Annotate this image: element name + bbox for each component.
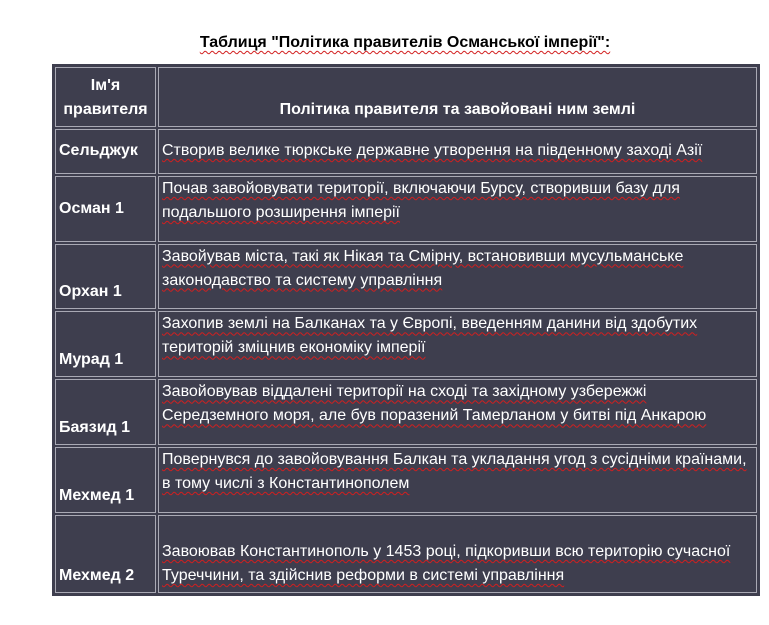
ruler-policy-cell: Завойовував віддалені території на сході та західному узбережжі Середземного моря, але був поразений Тамерланом у битві під Анкарою xyxy=(158,379,757,445)
document-title xyxy=(0,34,769,52)
document-title-text: Таблиця "Політика правителів Османської імперії": xyxy=(199,34,611,51)
table-header-row xyxy=(55,67,757,127)
ruler-name-cell: Мехмед 2 xyxy=(55,515,156,593)
header-policy: Політика правителя та завойовані ним землі xyxy=(158,67,757,127)
ruler-policy-cell: Захопив землі на Балканах та у Європі, введенням данини від здобутих територій зміцнив економіку імперії xyxy=(158,311,757,377)
ruler-name-cell: Сельджук xyxy=(55,129,156,174)
ruler-policy-cell: Завойував міста, такі як Нікая та Смірну, встановивши мусульманське законодавство та систему управління xyxy=(158,244,757,310)
ruler-policy-cell: Повернувся до завойовування Балкан та укладання угод з сусідніми країнами, в тому числі з Константинополем xyxy=(158,447,757,513)
table-row xyxy=(55,515,757,593)
table-row xyxy=(55,447,757,513)
table-row xyxy=(55,129,757,174)
table-row xyxy=(55,176,757,242)
rulers-table-container xyxy=(52,64,760,596)
table-row xyxy=(55,244,757,310)
ruler-policy-cell: Почав завойовувати території, включаючи Бурсу, створивши базу для подальшого розширення імперії xyxy=(158,176,757,242)
ruler-policy-cell: Завоював Константинополь у 1453 році, підкоривши всю територію сучасної Туреччини, та здійснив реформи в системі управління xyxy=(158,515,757,593)
ruler-policy-cell: Створив велике тюркське державне утворення на південному заході Азії xyxy=(158,129,757,174)
ruler-name-cell: Баязид 1 xyxy=(55,379,156,445)
ruler-name-cell: Мурад 1 xyxy=(55,311,156,377)
ruler-name-cell: Мехмед 1 xyxy=(55,447,156,513)
ruler-name-cell: Осман 1 xyxy=(55,176,156,242)
rulers-policy-table xyxy=(53,65,759,595)
table-row xyxy=(55,379,757,445)
header-ruler-name: Ім'я правителя xyxy=(55,67,156,127)
ruler-name-cell: Орхан 1 xyxy=(55,244,156,310)
table-row xyxy=(55,311,757,377)
